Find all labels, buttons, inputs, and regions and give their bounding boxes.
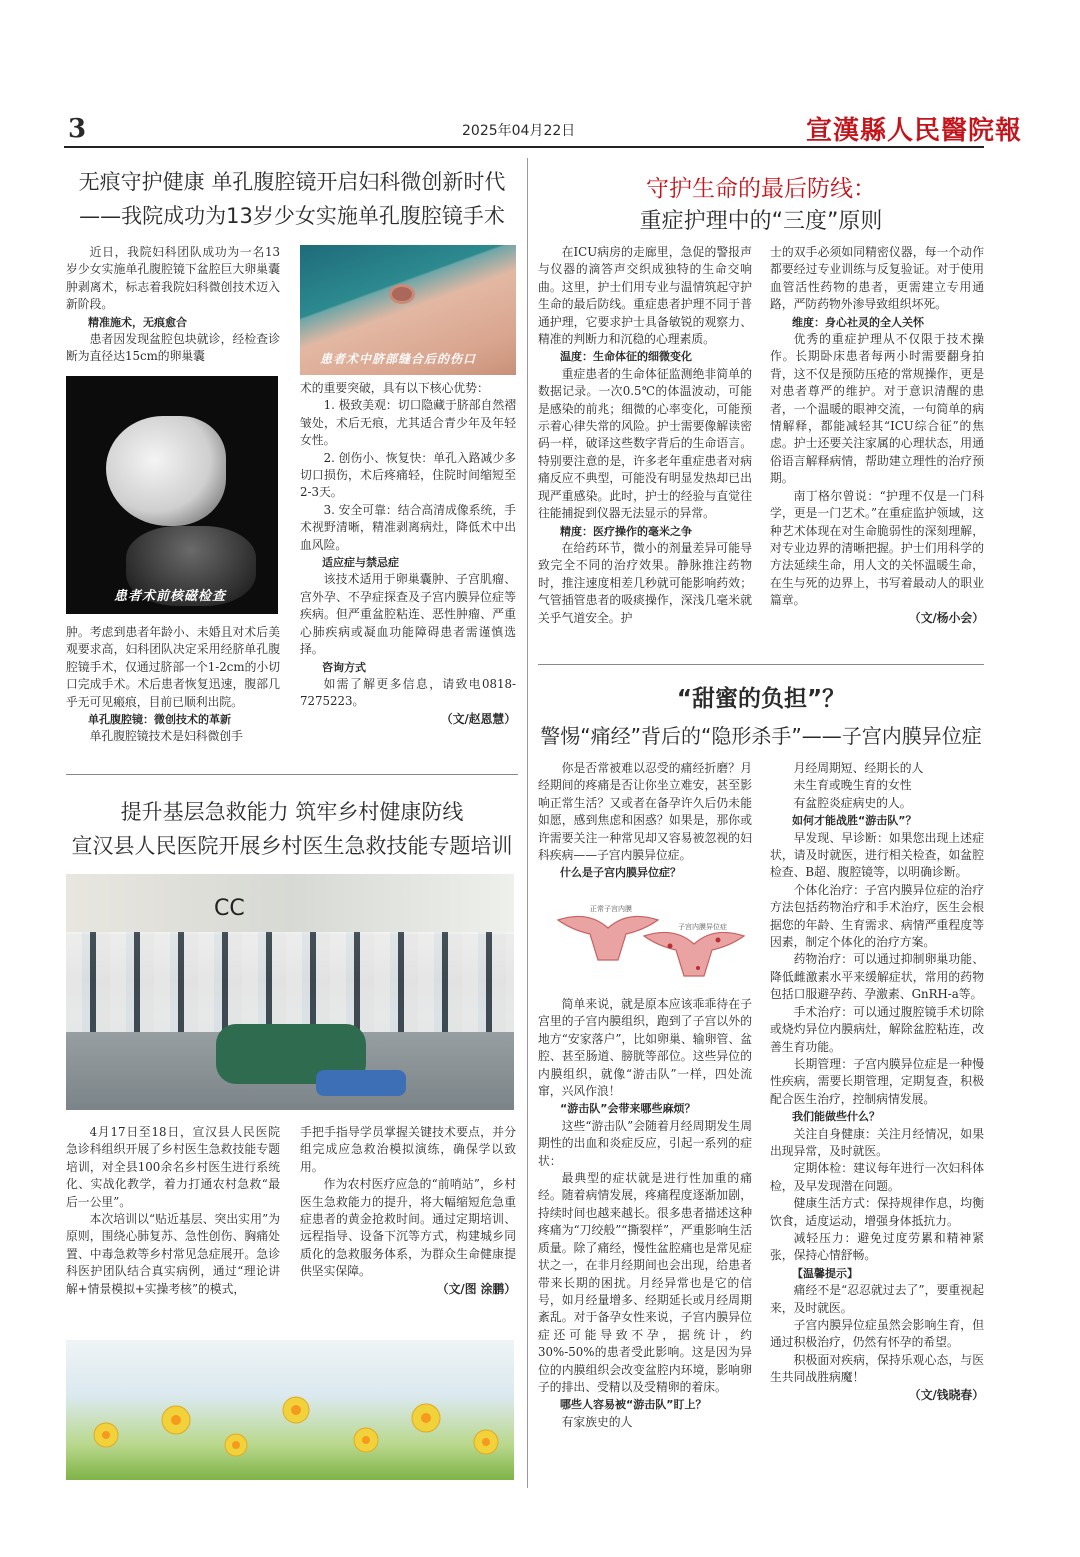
paragraph: 3. 安全可靠：结合高清成像系统，手术视野清晰，精准剥离病灶，降低术中出血风险。: [300, 502, 516, 552]
navel-wound-photo: [300, 245, 516, 375]
paragraph: 有盆腔炎症病史的人。: [793, 795, 912, 810]
article2-column-a: [538, 244, 752, 627]
paragraph: 痛经不是“忍忍就过去了”，要重视起来，及时就医。: [770, 1283, 984, 1315]
paragraph: 1. 极致美观：切口隐藏于脐部自然褶皱处，术后无痕，尤其适合青少年及年轻女性。: [300, 398, 516, 448]
building-background: [66, 874, 514, 934]
paragraph: 手术治疗：可以通过腹腔镜手术切除或烧灼异位内膜病灶，解除盆腔粘连，改善生育功能。: [770, 1004, 984, 1054]
article1-column-a-bottom: [66, 624, 280, 746]
article1-column-b: [300, 380, 516, 728]
article4-title-line2: 警惕“痛经”背后的“隐形杀手”——子宫内膜异位症: [540, 724, 982, 748]
paragraph: 南丁格尔曾说：“护理不仅是一门科学，更是一门艺术。”在重症监护领域，这种艺术体现在对生命脆弱性的深刻理解，对专业边界的清晰把握。护士们用科学的方法延续生命，用人文的关怀温暖生命，在生与死的边界上，书写着最动人的职业篇章。: [770, 488, 984, 608]
byline: （文/杨小会）: [908, 610, 984, 625]
mri-caption: 患者术前核磁检查: [114, 589, 227, 604]
article4-column-b: [770, 760, 984, 1404]
paragraph: 关注自身健康：关注月经情况，如果出现异常，及时就医。: [770, 1126, 984, 1158]
article1-title-line1: 无痕守护健康 单孔腹腔镜开启妇科微创新时代: [78, 170, 506, 194]
uterus-diagram-graphic: [548, 900, 752, 980]
header-rule: [64, 146, 984, 148]
subheading: 温度：生命体征的细微变化: [560, 350, 692, 364]
paragraph: 在ICU病房的走廊里，急促的警报声与仪器的滴答声交织成独特的生命交响曲。这里，护士们用专业与温情筑起守护生命的最后防线。重症患者护理不同于普通护理，它要求护士具备敏锐的观察力、精准的判断力和沉稳的心理素质。: [538, 245, 752, 347]
paragraph: 2. 创伤小、恢复快：单孔入路减少多切口损伤，术后疼痛轻，住院时间缩短至2-3天。: [300, 450, 516, 500]
paragraph: 这些“游击队”会随着月经周期发生周期性的出血和炎症反应，引起一系列的症状：: [538, 1118, 752, 1168]
crowd-of-doctors: [66, 932, 514, 1032]
subheading: 哪些人容易被“游击队”盯上？: [560, 1398, 707, 1412]
article2-title-line1: 守护生命的最后防线：: [646, 176, 876, 202]
paragraph: 术的重要突破，具有以下核心优势：: [300, 381, 489, 395]
paragraph: 减轻压力：避免过度劳累和精神紧张，保持心情舒畅。: [770, 1230, 984, 1263]
paragraph: 月经周期短、经期长的人: [793, 761, 924, 775]
training-photo: [66, 874, 514, 1110]
diagram-label-normal: 正常子宫内膜: [590, 905, 632, 913]
article2-column-b: [770, 244, 984, 627]
paragraph: 4月17日至18日，宣汉县人民医院急诊科组织开展了乡村医生急救技能专题培训，对全县100余名乡村医生进行系统化、实战化教学，着力打通农村急救“最后一公里”。: [66, 1125, 280, 1209]
paragraph: 优秀的重症护理从不仅限于技术操作。长期卧床患者每两小时需要翻身拍背，这不仅是预防压疮的常规操作，更是对患者尊严的维护。对于意识清醒的患者，一个温暖的眼神交流，一句简单的病情解释，都能减轻其“ICU综合征”的焦虑。护士还要关注家属的心理状态，用通俗语言解释病情，帮助建立理性的治疗预期。: [770, 332, 984, 486]
paragraph: 单孔腹腔镜技术是妇科微创手: [89, 729, 243, 744]
subheading: 精度：医疗操作的毫米之争: [560, 524, 692, 538]
diagram-label-endometriosis: 子宫内膜异位症: [678, 923, 727, 931]
paragraph: 有家族史的人: [561, 1414, 633, 1429]
paragraph: 患者因发现盆腔包块就诊，经检查诊断为直径达15cm的卵巢囊: [66, 332, 280, 364]
paragraph: 近日，我院妇科团队成功为一名13岁少女实施单孔腹腔镜下盆腔巨大卵巢囊肿剥离术，标志着我院妇科微创技术迈入新阶段。: [66, 245, 280, 312]
photo-sign-text: CC: [214, 896, 245, 921]
paragraph: 未生育或晚生育的女性: [793, 778, 912, 793]
newspaper-masthead: 宣漢縣人民醫院報: [806, 116, 1023, 146]
article2-title-line2: 重症护理中的“三度”原则: [639, 209, 883, 234]
subheading: 精准施术，无痕愈合: [88, 315, 187, 329]
paragraph: 该技术适用于卵巢囊肿、子宫肌瘤、宫外孕、不孕症探查及子宫内膜异位症等疾病。但严重盆腔粘连、恶性肿瘤、严重心肺疾病或凝血功能障碍患者需谨慎选择。: [300, 572, 516, 657]
paragraph: 在给药环节，微小的剂量差异可能导致完全不同的治疗效果。静脉推注药物时，推注速度相差几秒就可能影响药效；气管插管患者的吸痰操作，深浅几毫米就关乎气道安全。护: [538, 540, 752, 625]
paragraph: 早发现、早诊断：如果您出现上述症状，请及时就医，进行相关检查，如盆腔检查、B超、腹腔镜等，以明确诊断。: [770, 830, 984, 880]
article1-column-a-top: [66, 244, 280, 366]
article4-column-a-continued: [538, 996, 752, 1431]
byline: （文/钱晓春）: [908, 1387, 984, 1402]
paragraph: 如需了解更多信息，请致电0818-7275223。: [300, 676, 516, 709]
subheading: 维度：身心社灵的全人关怀: [792, 315, 924, 329]
section-rule: [66, 774, 518, 775]
navel-wound: [392, 287, 412, 301]
subheading: 什么是子宫内膜异位症？: [560, 866, 681, 880]
subheading: 单孔腹腔镜：微创技术的革新: [88, 713, 231, 727]
subheading: 我们能做些什么？: [792, 1110, 880, 1124]
paragraph: 手把手指导学员掌握关键技术要点，并分组完成应急救治模拟演练，确保学以致用。: [300, 1125, 516, 1174]
article3-column-a: [66, 1124, 280, 1298]
article1-title-line2: ——我院成功为13岁少女实施单孔腹腔镜手术: [79, 204, 505, 228]
article3-title-line2: 宣汉县人民医院开展乡村医生急救技能专题培训: [71, 834, 513, 858]
paragraph: 最典型的症状就是进行性加重的痛经。随着病情发展，疼痛程度逐渐加剧，持续时间也越来越长。很多患者描述这种疼痛为“刀绞般”“撕裂样”，严重影响生活质量。除了痛经，慢性盆腔痛也是常见症状之一，在非月经期间也会出现，给患者带来长期的困扰。月经异常也是它的信号，如月经量增多、经期延长或月经周期紊乱。对于备孕女性来说，子宫内膜异位症还可能导致不孕，据统计，约30%-50%的患者受此影响。这是因为异位的内膜组织会改变盆腔内环境，影响卵子的排出、受精以及受精卵的着床。: [538, 1171, 752, 1394]
section-rule: [538, 664, 984, 665]
ovarian-cyst-shape: [106, 416, 226, 526]
paragraph: 个体化治疗：子宫内膜异位症的治疗方法包括药物治疗和手术治疗，医生会根据您的年龄、生育需求、病情严重程度等因素，制定个体化的治疗方案。: [770, 882, 984, 950]
article3-column-b: [300, 1124, 516, 1298]
page-number: 3: [68, 114, 87, 144]
paragraph: 本次培训以“贴近基层、突出实用”为原则，围绕心肺复苏、急性创伤、胸痛处置、中毒急救等乡村常见急症展开。急诊科医护团队结合真实病例，通过“理论讲解+情景模拟+实操考核”的模式，: [66, 1212, 280, 1296]
paragraph: 肿。考虑到患者年龄小、未婚且对术后美观要求高，妇科团队决定采用经脐单孔腹腔镜手术，仅通过脐部一个1-2cm的小切口完成手术。术后患者恢复迅速，腹部几乎无可见瘢痕，目前已顺利出院。: [66, 625, 280, 709]
paragraph: 积极面对疾病，保持乐观心态，与医生共同战胜病魔！: [770, 1352, 984, 1385]
paragraph: 士的双手必须如同精密仪器，每一个动作都要经过专业训练与反复验证。对于使用血管活性药物的患者，更需建立专用通路，严防药物外渗导致组织坏死。: [770, 245, 984, 312]
subheading: 咨询方式: [322, 660, 366, 674]
subheading: 适应症与禁忌症: [322, 556, 399, 570]
photo-caption: 患者术中脐部缝合后的伤口: [320, 352, 477, 366]
paragraph: 简单来说，就是原本应该乖乖待在子宫里的子宫内膜组织，跑到了子宫以外的地方“安家落户”，比如卵巢、输卵管、盆腔、甚至肠道、膀胱等部位。这些异位的内膜组织，就像“游击队”一样，四处流窜，兴风作浪！: [538, 997, 752, 1099]
subheading: 【温馨提示】: [792, 1266, 858, 1280]
subheading: 如何才能战胜“游击队”？: [792, 814, 917, 828]
paragraph: 作为农村医疗应急的“前哨站”，乡村医生急救能力的提升，将大幅缩短危急重症患者的黄金抢救时间。通过定期培训、远程指导、设备下沉等方式，构建城乡同质化的急救服务体系，为群众生命健康提供坚实保障。: [300, 1177, 516, 1279]
article4-title-line1: “甜蜜的负担”？: [676, 686, 846, 712]
byline: （文/赵恩慧）: [440, 711, 516, 726]
flower-banner-image: [66, 1340, 514, 1480]
column-divider: [527, 158, 528, 1488]
paragraph: 药物治疗：可以通过抑制卵巢功能、降低雌激素水平来缓解症状，常用的药物包括口服避孕药、孕激素、GnRH-a等。: [770, 952, 984, 1002]
paragraph: 子宫内膜异位症虽然会影响生育，但通过积极治疗，仍然有怀孕的希望。: [770, 1318, 984, 1350]
paragraph: 长期管理：子宫内膜异位症是一种慢性疾病，需要长期管理，定期复查，积极配合医生治疗，控制病情发展。: [770, 1056, 984, 1106]
uterus-diagram: [548, 900, 752, 980]
training-mat: [316, 1070, 406, 1096]
subheading: “游击队”会带来哪些麻烦？: [560, 1102, 696, 1116]
daffodils-illustration: [66, 1340, 514, 1480]
paragraph: 健康生活方式：保持规律作息，均衡饮食，适度运动，增强身体抵抗力。: [770, 1196, 984, 1228]
paragraph: 你是否常被难以忍受的痛经折磨？月经期间的疼痛是否让你坐立难安，甚至影响正常生活？又或者在备孕许久后仍未能如愿，感到焦虑和困惑？如果是，那你或许需要关注一种常见却又容易被忽视的妇科疾病——子宫内膜异位症。: [538, 761, 752, 863]
byline: （文/图 涂鹏）: [436, 1281, 516, 1296]
paragraph: 定期体检：建议每年进行一次妇科体检，及早发现潜在问题。: [770, 1161, 984, 1193]
article4-column-a: [538, 760, 752, 882]
paragraph: 重症患者的生命体征监测绝非简单的数据记录。一次0.5℃的体温波动，可能是感染的前兆；细微的心率变化，可能预示着心律失常的风险。护士需要像解读密码一样，破译这些数字背后的生命语言。特别要注意的是，许多老年重症患者对病痛反应不典型，可能没有明显发热却已出现严重感染。此时，护士的经验与直觉往往能捕捉到仪器无法显示的异常。: [538, 366, 752, 521]
issue-date: 2025年04月22日: [462, 123, 576, 139]
article3-title-line1: 提升基层急救能力 筑牢乡村健康防线: [120, 800, 464, 824]
mri-scan-image: [66, 376, 278, 614]
